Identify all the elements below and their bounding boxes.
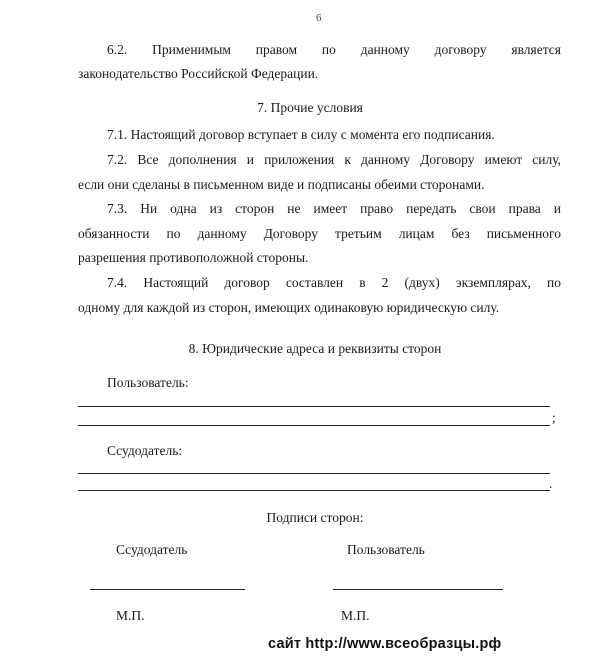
- clause-7-2-line-2: если они сделаны в письменном виде и подписаны обеими сторонами.: [78, 177, 485, 192]
- user-label: Пользователь:: [107, 375, 189, 390]
- stamp-user: М.П.: [341, 608, 370, 623]
- user-requisites-line-1: [78, 406, 550, 407]
- clause-7-4-line-2: одному для каждой из сторон, имеющих одинаковую юридическую силу.: [78, 300, 500, 315]
- signature-user-label: Пользователь: [347, 542, 425, 557]
- clause-6-2-line-1: 6.2. Применимым правом по данному договору является: [107, 42, 561, 57]
- user-requisites-line-2: [78, 425, 550, 426]
- clause-6-2-line-2: законодательство Российской Федерации.: [78, 66, 319, 81]
- page-number: 6: [316, 12, 322, 24]
- site-watermark: сайт http://www.всеобразцы.рф: [268, 636, 502, 652]
- clause-7-4-line-1: 7.4. Настоящий договор составлен в 2 (двух) экземплярах, по: [107, 275, 561, 290]
- lender-label: Ссудодатель:: [107, 443, 183, 458]
- clause-7-3-line-1: 7.3. Ни одна из сторон не имеет право передать свои права и: [107, 201, 561, 216]
- stamp-lender: М.П.: [116, 608, 145, 623]
- clause-7-1: 7.1. Настоящий договор вступает в силу с момента его подписания.: [107, 127, 495, 142]
- signature-lender-label: Ссудодатель: [116, 542, 188, 557]
- lender-requisites-line-2: [78, 490, 550, 491]
- user-semicolon: ;: [552, 410, 556, 425]
- signature-lender-line: [90, 589, 245, 590]
- section-8-heading: 8. Юридические адреса и реквизиты сторон: [188, 341, 442, 356]
- lender-period: .: [549, 476, 553, 491]
- signatures-heading: Подписи сторон:: [266, 510, 364, 525]
- clause-7-3-line-3: разрешения противоположной стороны.: [78, 250, 309, 265]
- clause-7-2-line-1: 7.2. Все дополнения и приложения к данному Договору имеют силу,: [107, 152, 561, 167]
- section-7-heading: 7. Прочие условия: [257, 100, 363, 115]
- clause-7-3-line-2: обязанности по данному Договору третьим лицам без письменного: [78, 226, 561, 241]
- lender-requisites-line-1: [78, 473, 550, 474]
- signature-user-line: [333, 589, 503, 590]
